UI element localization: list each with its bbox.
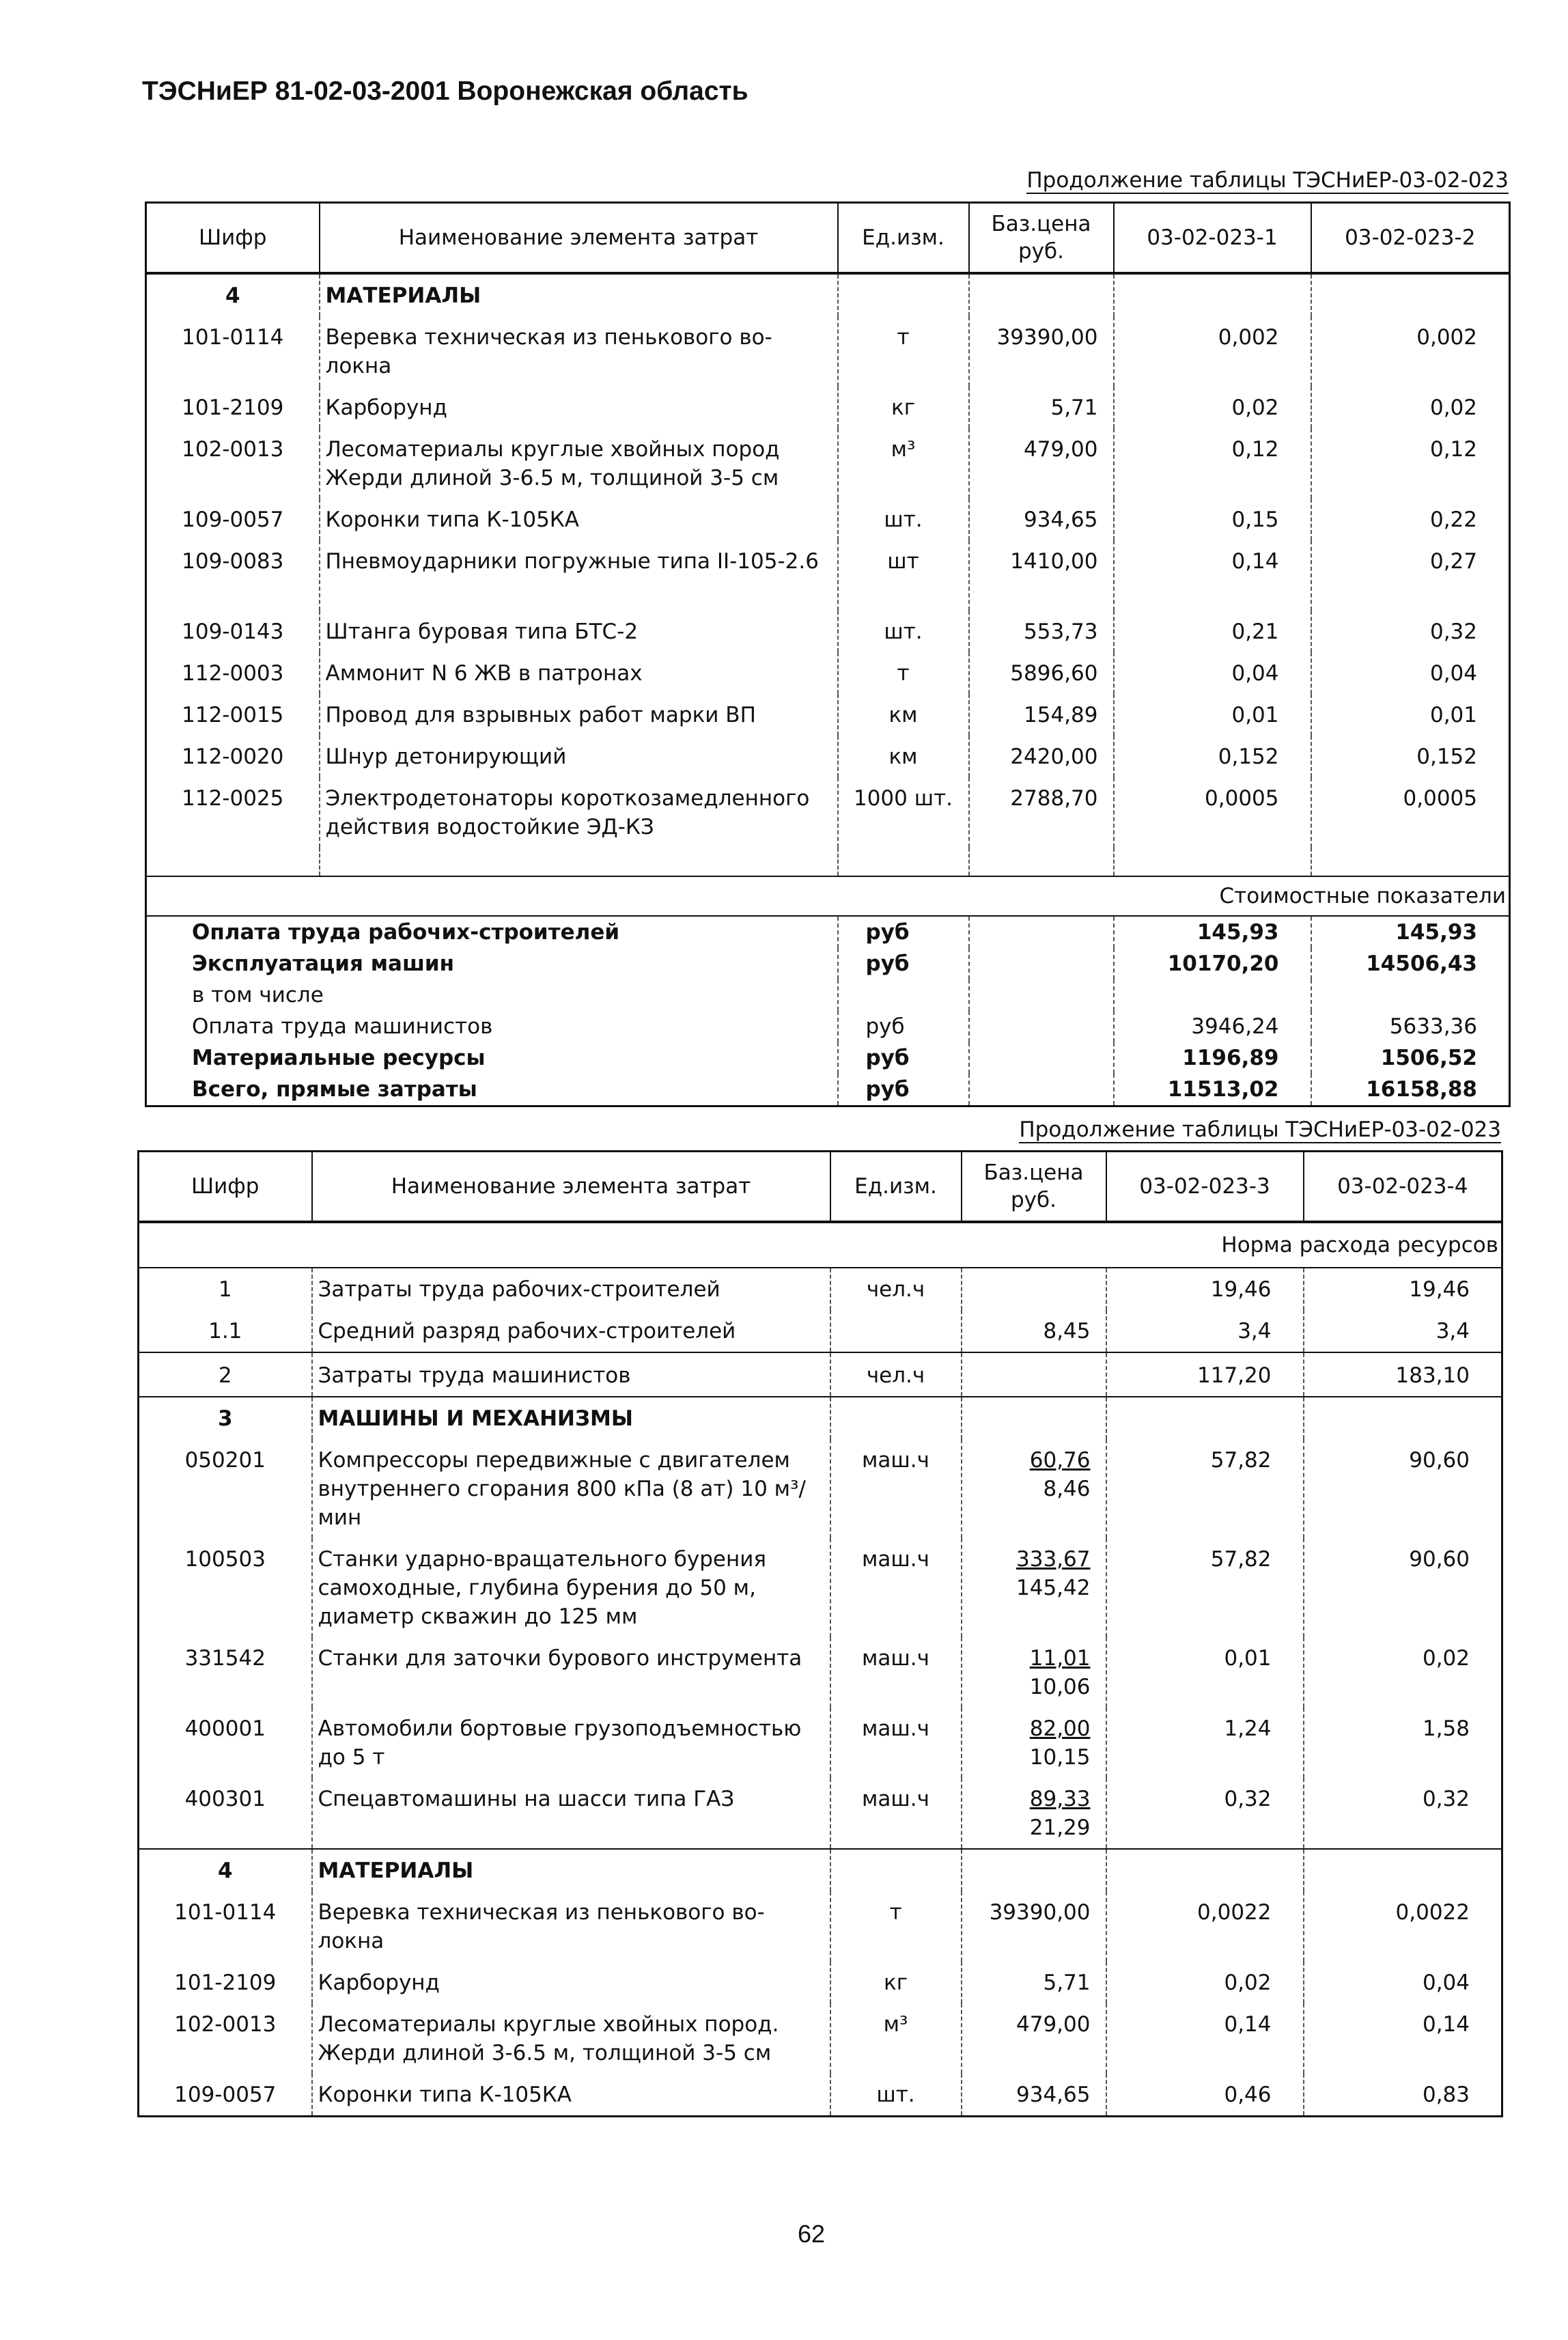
- cell-empty: [1304, 1849, 1502, 1891]
- cell-v1: 0,02: [1106, 1962, 1304, 2003]
- summary-value-1: 10170,20: [1114, 948, 1311, 979]
- price-top: 89,33: [1029, 1787, 1091, 1811]
- cell-unit: чел.ч: [830, 1352, 962, 1397]
- summary-value-1: 3946,24: [1114, 1011, 1311, 1042]
- cell-price: [962, 1439, 1106, 1538]
- cell-v2: 0,32: [1304, 1778, 1502, 1849]
- cell-price: 934,65: [969, 499, 1114, 540]
- cell-unit: маш.ч: [830, 1637, 962, 1708]
- cell-v2: 0,32: [1311, 611, 1510, 652]
- cell-unit: маш.ч: [830, 1439, 962, 1538]
- table-row: [146, 428, 1510, 499]
- table2-caption: [1019, 1117, 1501, 1142]
- table1-caption-text: Продолжение таблицы ТЭСНиЕР-03-02-023: [1026, 168, 1509, 193]
- cell-price: 39390,00: [962, 1891, 1106, 1962]
- price-bottom: 145,42: [1016, 1576, 1091, 1600]
- cell-v2: 0,14: [1304, 2003, 1502, 2074]
- table-row: [139, 1962, 1502, 2003]
- cell-name: Пневмоударники погружные типа II-105-2.6: [320, 540, 838, 611]
- column-header: Шифр: [191, 1174, 260, 1199]
- cell-code: 102-0013: [182, 437, 284, 462]
- cell-v1: 57,82: [1106, 1538, 1304, 1637]
- cell-unit: км: [838, 736, 969, 777]
- table1: [145, 201, 1511, 1107]
- section-title: МАШИНЫ И МЕХАНИЗМЫ: [312, 1397, 830, 1439]
- table-row: [146, 736, 1510, 777]
- cell-empty: [320, 848, 838, 876]
- cost-indicators-label-row: [146, 876, 1510, 916]
- section-code: 4: [139, 1849, 312, 1891]
- cell-name: Карборунд: [320, 387, 838, 428]
- cell-name: Станки для заточки бурового инструмента: [312, 1637, 830, 1708]
- cell-name: Веревка техническая из пенькового во-локна: [312, 1891, 830, 1962]
- cell-v2: 1,58: [1304, 1708, 1502, 1778]
- cell-name: Компрессоры передвижные с двигателем внутреннего сгорания 800 кПа (8 ат) 10 м³/мин: [312, 1439, 830, 1538]
- cell-code: 101-0114: [174, 1900, 277, 1925]
- summary-unit: руб: [838, 1042, 969, 1074]
- section-title: МАТЕРИАЛЫ: [320, 273, 838, 316]
- cell-price: [962, 1538, 1106, 1637]
- cell-v1: 0,14: [1106, 2003, 1304, 2074]
- table-row: [139, 2074, 1502, 2117]
- column-header: Баз.цена руб.: [969, 203, 1114, 274]
- table-row: [146, 316, 1510, 387]
- cell-unit: шт: [838, 540, 969, 611]
- table2: [137, 1150, 1503, 2117]
- cell-empty: [1304, 1397, 1502, 1439]
- cell-unit: шт.: [830, 2074, 962, 2117]
- price-top: 333,67: [1016, 1547, 1091, 1572]
- summary-value-2: 1506,52: [1311, 1042, 1510, 1074]
- table-row: [139, 1352, 1502, 1397]
- table-row: [146, 777, 1510, 848]
- column-header: Ед.изм.: [838, 203, 969, 274]
- cell-unit: м³: [838, 428, 969, 499]
- summary-label: Оплата труда рабочих-строителей: [146, 916, 838, 948]
- cell-unit: т: [838, 652, 969, 694]
- summary-row: [146, 916, 1510, 948]
- cell-price: 1410,00: [969, 540, 1114, 611]
- cell-empty: [962, 1397, 1106, 1439]
- table-row: [139, 1310, 1502, 1352]
- cell-name: Автомобили бортовые грузоподъемностью до 5 т: [312, 1708, 830, 1778]
- section-code: 3: [139, 1397, 312, 1439]
- cell-unit: км: [838, 694, 969, 736]
- cell-empty: [1114, 848, 1311, 876]
- cell-v1: 0,14: [1114, 540, 1311, 611]
- table-row: [139, 1637, 1502, 1708]
- table-row: [146, 540, 1510, 611]
- cell-v2: 19,46: [1304, 1268, 1502, 1310]
- price-bottom: 8,46: [1043, 1477, 1091, 1501]
- cell-unit: т: [830, 1891, 962, 1962]
- cell-empty: [969, 979, 1114, 1011]
- cell-price: [962, 1268, 1106, 1310]
- section-code: 4: [225, 283, 240, 308]
- cell-code: 101-0114: [182, 325, 284, 350]
- price-top: 60,76: [1029, 1448, 1091, 1473]
- norm-label: Норма расхода ресурсов: [1221, 1233, 1498, 1257]
- cell-empty: [1106, 1397, 1304, 1439]
- summary-label: Оплата труда машинистов: [192, 1014, 493, 1039]
- summary-row: [146, 1011, 1510, 1042]
- cell-v1: 3,4: [1106, 1310, 1304, 1352]
- norm-label-row: [139, 1222, 1502, 1268]
- column-header: 03-02-023-1: [1114, 203, 1311, 274]
- cell-empty: [969, 273, 1114, 316]
- cell-v1: 0,152: [1114, 736, 1311, 777]
- cell-v2: 0,12: [1311, 428, 1510, 499]
- table-row: [146, 611, 1510, 652]
- cell-price: [962, 1708, 1106, 1778]
- cell-code: 050201: [184, 1448, 266, 1473]
- column-header: Шифр: [199, 225, 267, 250]
- cell-v1: 117,20: [1106, 1352, 1304, 1397]
- cell-name: Карборунд: [312, 1962, 830, 2003]
- cell-code: 2: [139, 1352, 312, 1397]
- cell-code: 101-2109: [174, 1970, 277, 1995]
- cell-v2: 0,0022: [1304, 1891, 1502, 1962]
- summary-value-2: 14506,43: [1311, 948, 1510, 979]
- cell-empty: [838, 273, 969, 316]
- summary-unit: руб: [838, 948, 969, 979]
- cell-code: 109-0057: [174, 2083, 277, 2107]
- cell-v1: 0,02: [1114, 387, 1311, 428]
- column-header: 03-02-023-3: [1106, 1152, 1304, 1223]
- table2-header-row: [139, 1152, 1502, 1223]
- table2-caption-text: Продолжение таблицы ТЭСНиЕР-03-02-023: [1019, 1117, 1501, 1142]
- table-row: [139, 1891, 1502, 1962]
- cell-name: Средний разряд рабочих-строителей: [312, 1310, 830, 1352]
- cell-unit: кг: [830, 1962, 962, 2003]
- cell-v2: 90,60: [1304, 1439, 1502, 1538]
- cell-name: Затраты труда машинистов: [312, 1352, 830, 1397]
- cell-unit: т: [838, 316, 969, 387]
- price-bottom: 10,06: [1029, 1675, 1091, 1699]
- column-header: Наименование элемента затрат: [320, 203, 838, 274]
- column-header: Баз.цена руб.: [962, 1152, 1106, 1223]
- table-row: [139, 1439, 1502, 1538]
- cell-name: Электродетонаторы короткозамедленного действия водостойкие ЭД-КЗ: [320, 777, 838, 848]
- summary-unit: [838, 979, 969, 1011]
- cell-v1: 0,21: [1114, 611, 1311, 652]
- table-row: [139, 1708, 1502, 1778]
- summary-row: [146, 1074, 1510, 1106]
- summary-value-2: 145,93: [1311, 916, 1510, 948]
- cell-unit: 1000 шт.: [838, 777, 969, 848]
- cell-v2: 0,01: [1311, 694, 1510, 736]
- table-row: [139, 1778, 1502, 1849]
- table1-caption: [1026, 168, 1509, 193]
- price-bottom: 10,15: [1029, 1745, 1091, 1770]
- summary-row: [146, 1042, 1510, 1074]
- summary-value-2: 5633,36: [1311, 1011, 1510, 1042]
- section-row: [146, 273, 1510, 316]
- cell-unit: маш.ч: [830, 1538, 962, 1637]
- cell-empty: [962, 1849, 1106, 1891]
- price-top: 11,01: [1029, 1646, 1091, 1671]
- cell-empty: [146, 848, 320, 876]
- cell-v1: 0,01: [1114, 694, 1311, 736]
- cell-code: 331542: [184, 1646, 266, 1671]
- cell-v2: 0,152: [1311, 736, 1510, 777]
- summary-value-1: 11513,02: [1114, 1074, 1311, 1106]
- cell-unit: шт.: [838, 611, 969, 652]
- cell-name: Провод для взрывных работ марки ВП: [320, 694, 838, 736]
- cell-price: [962, 1352, 1106, 1397]
- price-top: 82,00: [1029, 1716, 1091, 1741]
- cell-unit: кг: [838, 387, 969, 428]
- section-row: [139, 1849, 1502, 1891]
- cell-v2: 0,02: [1311, 387, 1510, 428]
- cell-price: 5,71: [969, 387, 1114, 428]
- cell-v2: 90,60: [1304, 1538, 1502, 1637]
- cell-price: 2788,70: [969, 777, 1114, 848]
- table-row: [146, 387, 1510, 428]
- cell-price: 154,89: [969, 694, 1114, 736]
- summary-value-2: 16158,88: [1311, 1074, 1510, 1106]
- cell-unit: шт.: [838, 499, 969, 540]
- cell-empty: [969, 848, 1114, 876]
- column-header: Ед.изм.: [830, 1152, 962, 1223]
- cell-v2: 0,02: [1304, 1637, 1502, 1708]
- cell-name: Штанга буровая типа БТС-2: [320, 611, 838, 652]
- table-row: [146, 499, 1510, 540]
- cell-empty: [1311, 848, 1510, 876]
- cell-code: 101-2109: [182, 395, 284, 420]
- cell-empty: [1106, 1849, 1304, 1891]
- column-header: 03-02-023-4: [1304, 1152, 1502, 1223]
- cell-empty: [1114, 273, 1311, 316]
- summary-row: [146, 948, 1510, 979]
- summary-value-1: 145,93: [1114, 916, 1311, 948]
- cell-price: 934,65: [962, 2074, 1106, 2117]
- cell-unit: м³: [830, 2003, 962, 2074]
- cell-v1: 0,12: [1114, 428, 1311, 499]
- cell-price: 479,00: [962, 2003, 1106, 2074]
- summary-value-2: [1311, 979, 1510, 1011]
- cell-v2: 0,04: [1304, 1962, 1502, 2003]
- cell-code: 102-0013: [174, 2012, 277, 2037]
- cell-empty: [969, 1074, 1114, 1106]
- cell-code: 100503: [184, 1547, 266, 1572]
- section-title: МАТЕРИАЛЫ: [312, 1849, 830, 1891]
- table-row: [146, 694, 1510, 736]
- summary-label: Эксплуатация машин: [192, 951, 455, 976]
- cell-v1: 19,46: [1106, 1268, 1304, 1310]
- cell-name: Лесоматериалы круглые хвойных пород Жерди длиной 3-6.5 м, толщиной 3-5 см: [320, 428, 838, 499]
- blank-row: [146, 848, 1510, 876]
- cell-code: 109-0057: [182, 507, 284, 532]
- cell-empty: [969, 1011, 1114, 1042]
- cell-v1: 57,82: [1106, 1439, 1304, 1538]
- cell-name: Коронки типа К-105КА: [320, 499, 838, 540]
- cell-name: Станки ударно-вращательного бурения самоходные, глубина бурения до 50 м, диаметр скважин до 125 мм: [312, 1538, 830, 1637]
- cell-price: 479,00: [969, 428, 1114, 499]
- table-row: [139, 1538, 1502, 1637]
- cell-code: 112-0003: [182, 661, 284, 686]
- cell-empty: [969, 916, 1114, 948]
- summary-label: Материальные ресурсы: [192, 1046, 486, 1070]
- cell-price: 39390,00: [969, 316, 1114, 387]
- summary-value-1: [1114, 979, 1311, 1011]
- cell-unit: [830, 1310, 962, 1352]
- table-row: [139, 2003, 1502, 2074]
- cell-empty: [969, 1042, 1114, 1074]
- cell-v1: 0,32: [1106, 1778, 1304, 1849]
- cell-code: 400301: [184, 1787, 266, 1811]
- cell-v2: 0,0005: [1311, 777, 1510, 848]
- column-header: 03-02-023-2: [1311, 203, 1510, 274]
- cell-unit: маш.ч: [830, 1778, 962, 1849]
- cell-empty: [830, 1849, 962, 1891]
- cell-v1: 0,0022: [1106, 1891, 1304, 1962]
- column-header: Наименование элемента затрат: [312, 1152, 830, 1223]
- cell-price: [962, 1778, 1106, 1849]
- cell-unit: маш.ч: [830, 1708, 962, 1778]
- cell-name: Спецавтомашины на шасси типа ГАЗ: [312, 1778, 830, 1849]
- cell-empty: [1311, 273, 1510, 316]
- cell-price: 8,45: [962, 1310, 1106, 1352]
- cell-unit: чел.ч: [830, 1268, 962, 1310]
- cell-name: Лесоматериалы круглые хвойных пород. Жерди длиной 3-6.5 м, толщиной 3-5 см: [312, 2003, 830, 2074]
- cell-code: 112-0015: [182, 703, 284, 727]
- cell-v2: 3,4: [1304, 1310, 1502, 1352]
- table-row: [139, 1268, 1502, 1310]
- cell-price: 2420,00: [969, 736, 1114, 777]
- cell-price: 553,73: [969, 611, 1114, 652]
- cell-v2: 0,002: [1311, 316, 1510, 387]
- cell-code: 1: [139, 1268, 312, 1310]
- cell-v2: 0,83: [1304, 2074, 1502, 2117]
- cell-v1: 0,15: [1114, 499, 1311, 540]
- summary-row: [146, 979, 1510, 1011]
- cell-v1: 0,002: [1114, 316, 1311, 387]
- summary-label: Всего, прямые затраты: [192, 1077, 477, 1102]
- cell-name: Веревка техническая из пенькового во-локна: [320, 316, 838, 387]
- cell-v1: 0,01: [1106, 1637, 1304, 1708]
- summary-value-1: 1196,89: [1114, 1042, 1311, 1074]
- cell-empty: [838, 848, 969, 876]
- cell-code: 400001: [184, 1716, 266, 1741]
- cell-v1: 0,0005: [1114, 777, 1311, 848]
- cell-v1: 1,24: [1106, 1708, 1304, 1778]
- summary-unit: руб: [838, 1074, 969, 1106]
- cell-name: Коронки типа К-105КА: [312, 2074, 830, 2117]
- cell-code: 112-0025: [182, 786, 284, 811]
- cell-name: Шнур детонирующий: [320, 736, 838, 777]
- cell-v2: 0,22: [1311, 499, 1510, 540]
- cell-empty: [969, 948, 1114, 979]
- cell-v1: 0,46: [1106, 2074, 1304, 2117]
- price-bottom: 21,29: [1029, 1815, 1091, 1840]
- summary-unit: руб: [838, 916, 969, 948]
- table1-header-row: [146, 203, 1510, 274]
- summary-unit: руб: [838, 1011, 969, 1042]
- cell-price: [962, 1637, 1106, 1708]
- cost-indicators-label: Стоимостные показатели: [146, 876, 1510, 916]
- cell-price: 5896,60: [969, 652, 1114, 694]
- cell-code: 109-0143: [182, 619, 284, 644]
- cell-v2: 0,27: [1311, 540, 1510, 611]
- cell-v2: 183,10: [1304, 1352, 1502, 1397]
- cell-price: 5,71: [962, 1962, 1106, 2003]
- cell-v1: 0,04: [1114, 652, 1311, 694]
- cell-name: Аммонит N 6 ЖВ в патронах: [320, 652, 838, 694]
- cell-empty: [830, 1397, 962, 1439]
- section-row: [139, 1397, 1502, 1439]
- cell-code: 1.1: [208, 1319, 242, 1343]
- table-row: [146, 652, 1510, 694]
- cell-v2: 0,04: [1311, 652, 1510, 694]
- page-number: 62: [798, 2220, 826, 2248]
- cell-name: Затраты труда рабочих-строителей: [312, 1268, 830, 1310]
- cell-code: 112-0020: [182, 744, 284, 769]
- cell-code: 109-0083: [182, 549, 284, 574]
- document-title: ТЭСНиЕР 81-02-03-2001 Воронежская область: [142, 76, 748, 106]
- summary-label: в том числе: [192, 983, 324, 1007]
